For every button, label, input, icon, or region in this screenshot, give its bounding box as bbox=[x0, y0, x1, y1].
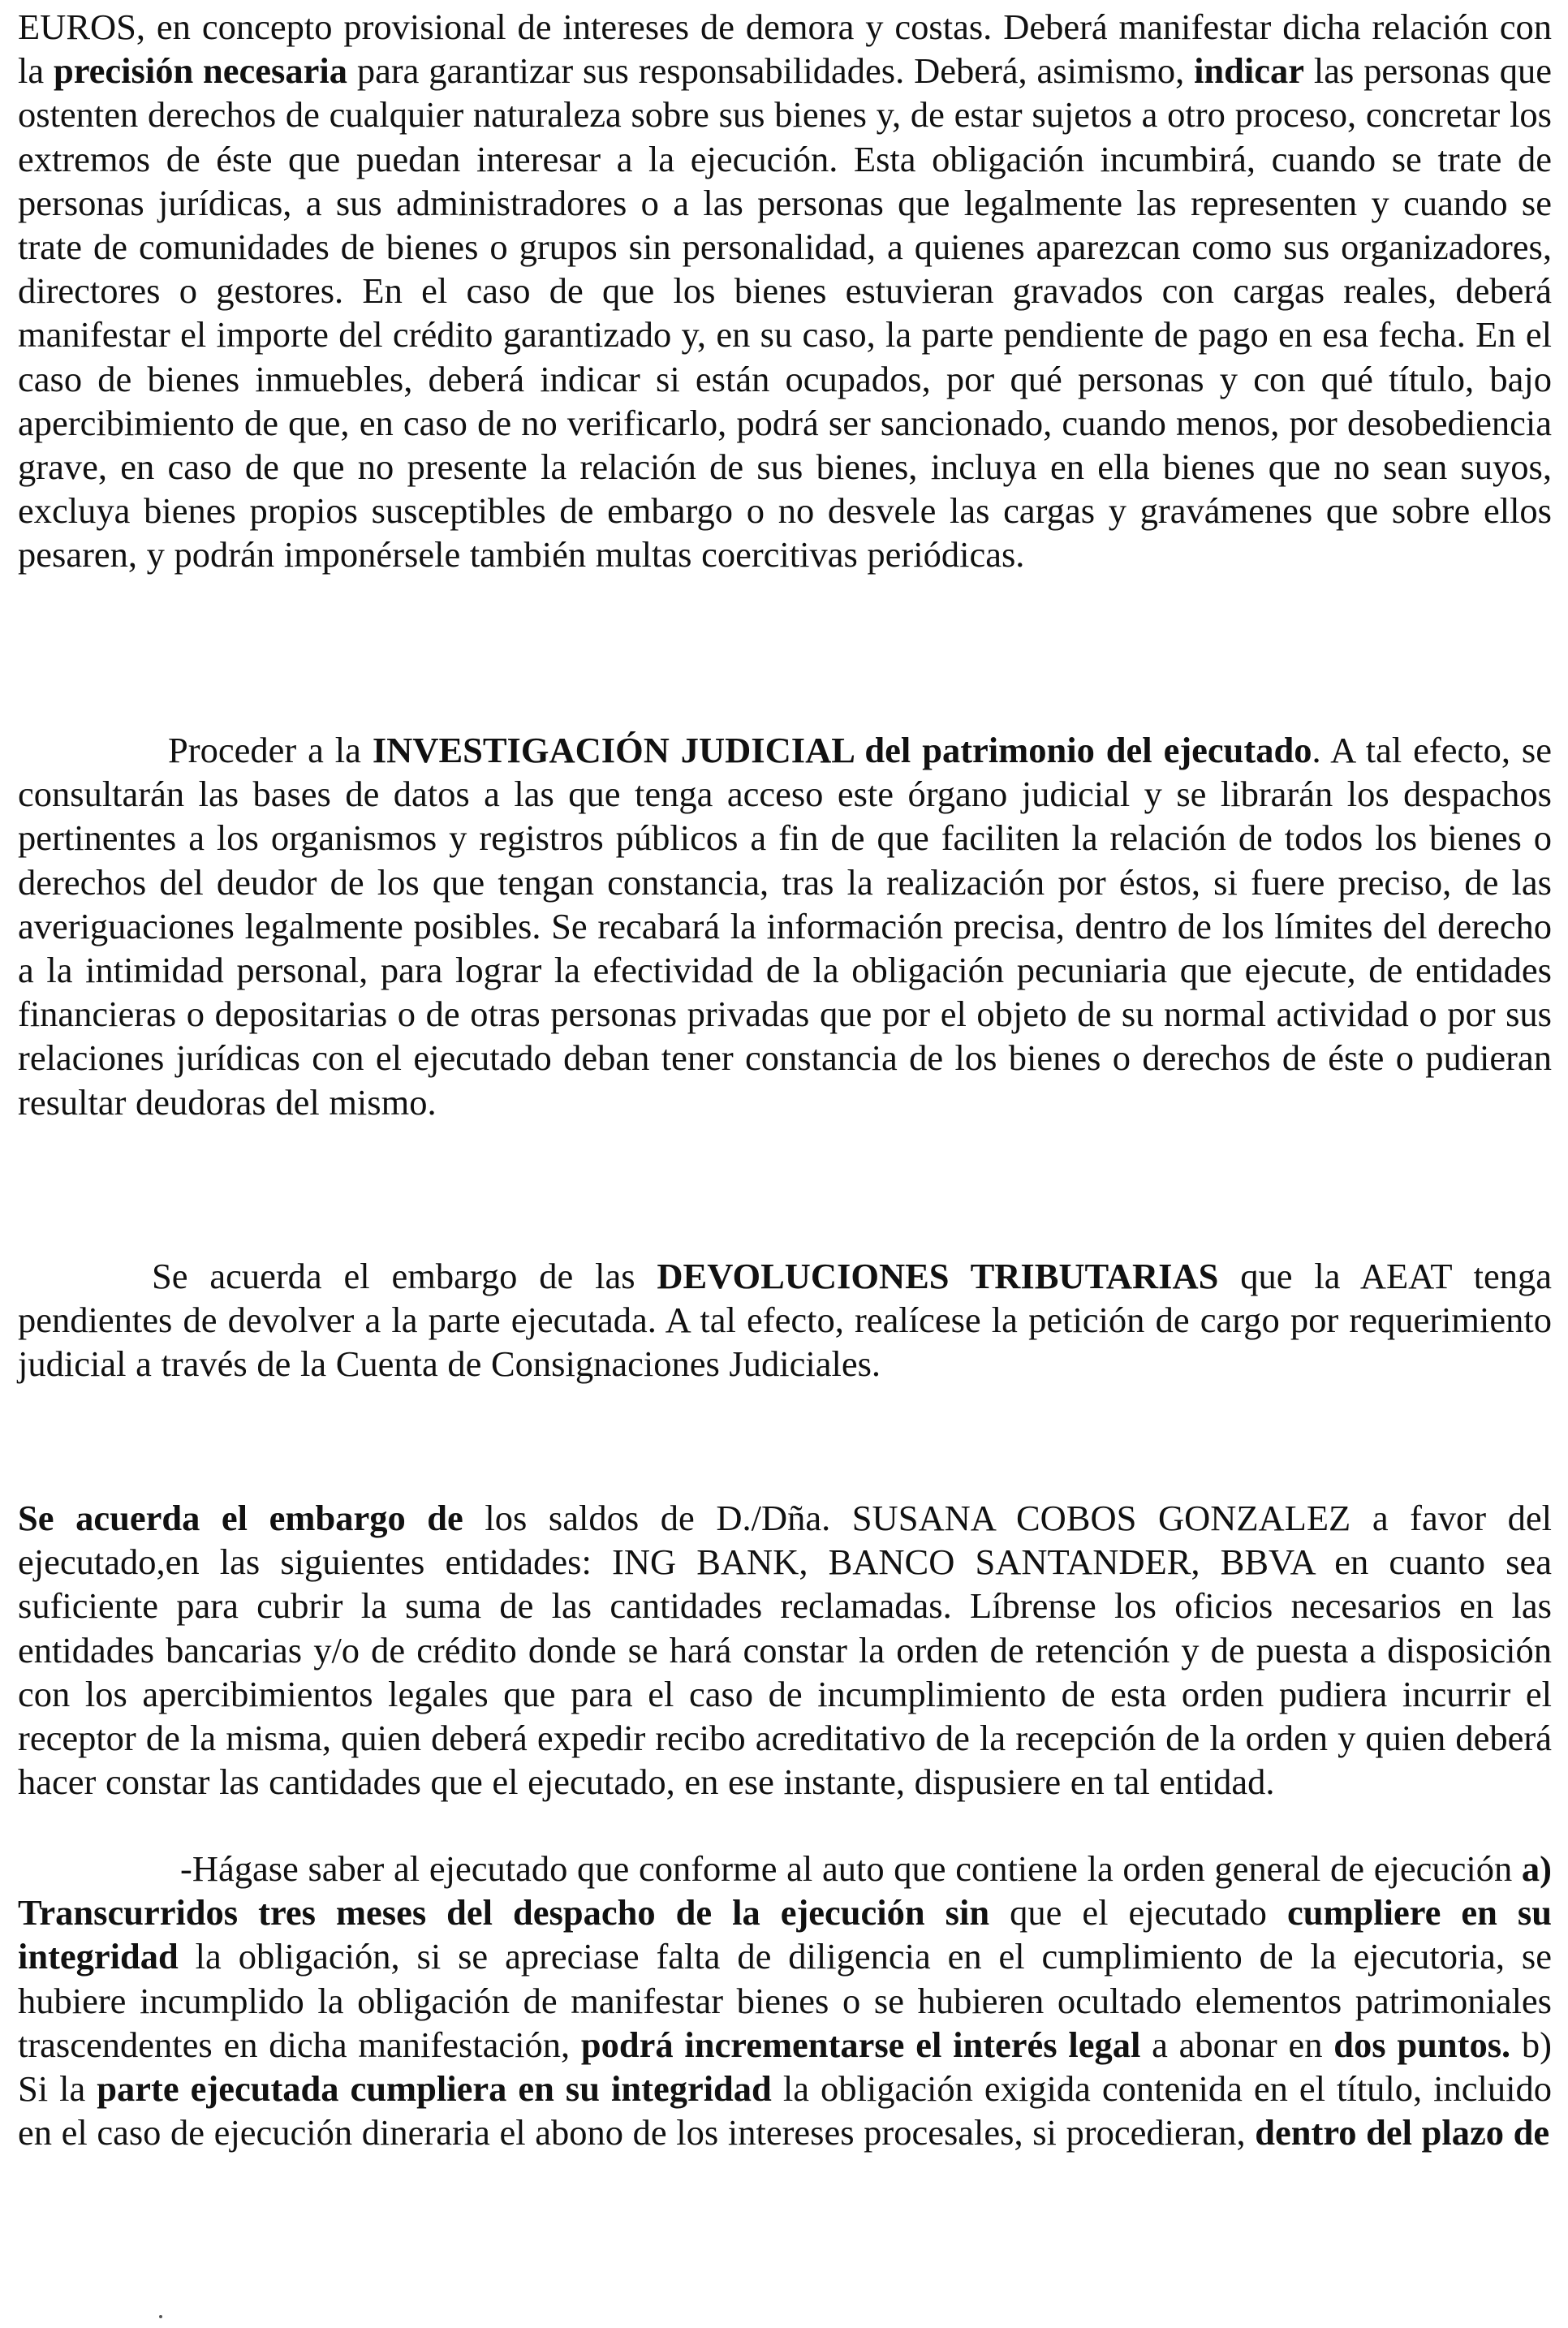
bold-run: podrá incrementarse el interés legal bbox=[580, 2024, 1141, 2065]
bold-run: dentro del plazo de bbox=[1255, 2112, 1550, 2153]
paragraph-manifestacion-bienes bbox=[18, 5, 1552, 577]
text-run: los saldos de D./Dña. SUSANA COBOS GONZALEZ a favor del ejecutado,en las siguientes entidades: ING BANK, BANCO SANTANDER, BBVA en cuanto sea suficiente para cubrir la suma de las cantidades reclamadas. Líbrense los oficios necesarios en las entidades bancarias y/o de crédito donde se hará constar la orden de retención y de puesta a disposición con los apercibimientos legales que para el caso de incumplimiento de esta orden pudiera incurrir el receptor de la misma, quien deberá expedir recibo acreditativo de la recepción de la orden y quien deberá hacer constar las cantidades que el ejecutado, en ese instante, dispusiere en tal entidad. bbox=[18, 1498, 1553, 1803]
text-run: que el ejecutado bbox=[989, 1892, 1287, 1934]
bold-run: cumpliere en su integridad bbox=[18, 1892, 1552, 1977]
paragraph-embargo-saldos bbox=[18, 1496, 1552, 1804]
text-run: a abonar en bbox=[1140, 2024, 1334, 2065]
text-run: la obligación, si se apreciase falta de diligencia en el cumplimiento de la ejecutoria, se hubiere incumplido la obligación de manifestar bienes o se hubieren ocultado elementos patrimoniales trascendentes en dicha manifestación, bbox=[18, 1936, 1552, 2065]
text-run: EUROS, en concepto provisional de intereses de demora y costas. Deberá manifestar dicha relación con la bbox=[18, 6, 1552, 92]
bold-run: parte ejecutada cumpliera en su integridad bbox=[97, 2068, 772, 2110]
text-run: para garantizar sus responsabilidades. Deberá, asimismo, bbox=[347, 50, 1195, 92]
text-run: que la AEAT tenga pendientes de devolver a la parte ejecutada. A tal efecto, realícese la petición de cargo por requerimiento judicial a través de la Cuenta de Consignaciones Judiciales. bbox=[18, 1256, 1552, 1385]
bold-run: INVESTIGACIÓN JUDICIAL del patrimonio del ejecutado bbox=[372, 730, 1312, 770]
paragraph-hagase-saber bbox=[18, 1847, 1552, 2154]
text-run: Se acuerda el embargo de las bbox=[152, 1256, 657, 1296]
text-run: . A tal efecto, se consultarán las bases de datos a las que tenga acceso este órgano judicial y se librarán los despachos pertinentes a los organismos y registros públicos a fin de que faciliten la relación de todos los bienes o derechos del deudor de los que tengan constancia, tras la realización por éstos, si fuere preciso, de las averiguaciones legalmente posibles. Se recabará la información precisa, dentro de los límites del derecho a la intimidad personal, para lograr la efectividad de la obligación pecuniaria que ejecute, de entidades financieras o depositarias o de otras personas privadas que por el objeto de su normal actividad o por sus relaciones jurídicas con el ejecutado deban tener constancia de los bienes o derechos de éste o pudieran resultar deudoras del mismo. bbox=[18, 730, 1552, 1123]
bold-run: Se acuerda el embargo de bbox=[18, 1498, 463, 1538]
bold-run: dos puntos. bbox=[1333, 2024, 1511, 2065]
bold-run: a) Transcurridos tres meses del despacho de la ejecución sin bbox=[18, 1848, 1552, 1934]
text-run: las personas que ostenten derechos de cualquier naturaleza sobre sus bienes y, de estar sujetos a otro proceso, concretar los extremos de éste que puedan interesar a la ejecución. Esta obligación incumbirá, cuando se trate de personas jurídicas, a sus administradores o a las personas que legalmente las representen y cuando se trate de comunidades de bienes o grupos sin personalidad, a quienes aparezcan como sus organizadores, directores o gestores. En el caso de que los bienes estuvieran gravados con cargas reales, deberá manifestar el importe del crédito garantizado y, en su caso, la parte pendiente de pago en esa fecha. En el caso de bienes inmuebles, deberá indicar si están ocupados, por qué personas y con qué título, bajo apercibimiento de que, en caso de no verificarlo, podrá ser sancionado, cuando menos, por desobediencia grave, en caso de que no presente la relación de sus bienes, incluya en ella bienes que no sean suyos, excluya bienes propios susceptibles de embargo o no desvele las cargas y gravámenes que sobre ellos pesaren, y podrán imponérsele también multas coercitivas periódicas. bbox=[18, 50, 1552, 576]
bold-run: DEVOLUCIONES TRIBUTARIAS bbox=[657, 1256, 1219, 1296]
text-run: la obligación exigida contenida en el título, incluido en el caso de ejecución dineraria el abono de los intereses procesales, si procedieran, bbox=[18, 2068, 1552, 2153]
text-run: Proceder a la bbox=[168, 730, 373, 770]
paragraph-investigacion-judicial bbox=[18, 728, 1552, 1124]
text-run: -Hágase saber al ejecutado que conforme al auto que contiene la orden general de ejecución bbox=[180, 1848, 1522, 1889]
scan-speck bbox=[159, 2315, 162, 2318]
bold-run: indicar bbox=[1194, 50, 1305, 92]
bold-run: precisión necesaria bbox=[53, 50, 347, 92]
paragraph-devoluciones-tributarias bbox=[18, 1254, 1552, 1386]
text-run: b) Si la bbox=[18, 2024, 1553, 2110]
